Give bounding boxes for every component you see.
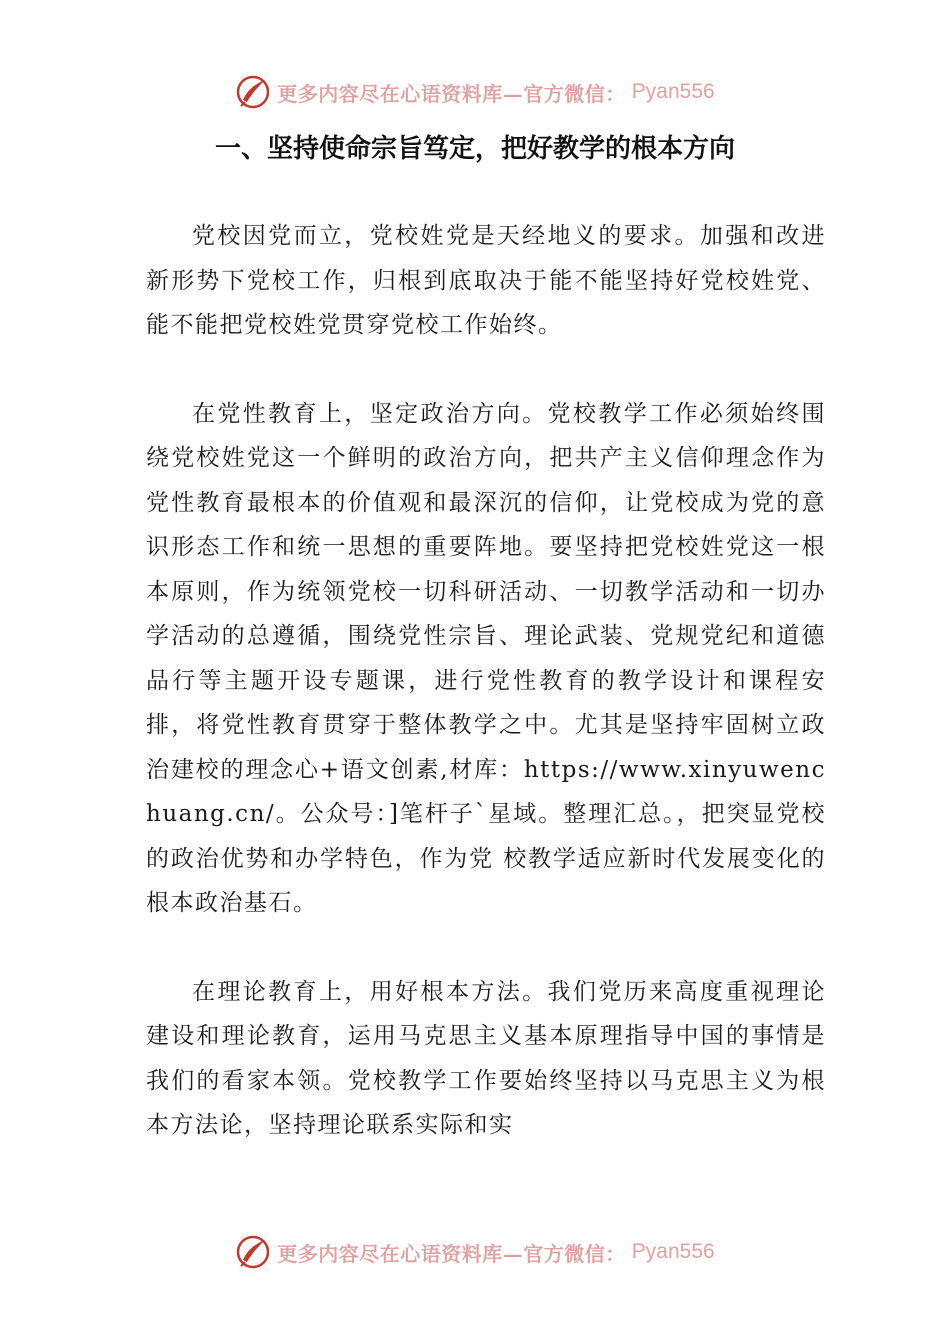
- quill-circle-icon: [235, 74, 271, 110]
- paragraph-1: 党校因党而立，党校姓党是天经地义的要求。加强和改进新形势下党校工作，归根到底取决于能不能坚持好党校姓党、能不能把党校姓党贯穿党校工作始终。: [146, 223, 826, 338]
- wechat-id: Pyan556: [631, 1240, 715, 1263]
- quill-circle-icon: [235, 1234, 271, 1270]
- banner-text: 更多内容尽在心语资料库—官方微信：: [277, 1241, 626, 1266]
- header-banner: [0, 72, 950, 112]
- banner-text: 更多内容尽在心语资料库—官方微信：: [277, 81, 626, 106]
- body-content: [146, 214, 826, 1148]
- section-heading: 一、坚持使命宗旨笃定，把好教学的根本方向: [214, 134, 735, 164]
- footer-banner: [0, 1232, 950, 1272]
- paragraph-3: 在理论教育上，用好根本方法。我们党历来高度重视理论建设和理论教育，运用马克思主义基本原理指导中国的事情是我们的看家本领。党校教学工作要始终坚持以马克思主义为根本方法论，坚持理论联系实际和实: [146, 978, 826, 1138]
- wechat-id: Pyan556: [631, 80, 715, 103]
- paragraph-2: 在党性教育上，坚定政治方向。党校教学工作必须始终围绕党校姓党这一个鲜明的政治方向，把共产主义信仰理念作为党性教育最根本的价值观和最深沉的信仰，让党校成为党的意识形态工作和统一思想的重要阵地。要坚持把党校姓党这一根本原则，作为统领党校一切科研活动、一切教学活动和一切办学活动的总遵循，围绕党性宗旨、理论武装、党规党纪和道德品行等主题开设专题课，进行党性教育的教学设计和课程安排，将党性教育贯穿于整体教学之中。尤其是坚持牢固树立政治建校的理念心+语文创素,材库：https://www.xinyuwenchuang.cn/。公众号：]笔杆子`星域。整理汇总。，把突显党校的政治优势和办学特色，作为党 校教学适应新时代发展变化的根本政治基石。: [146, 400, 826, 916]
